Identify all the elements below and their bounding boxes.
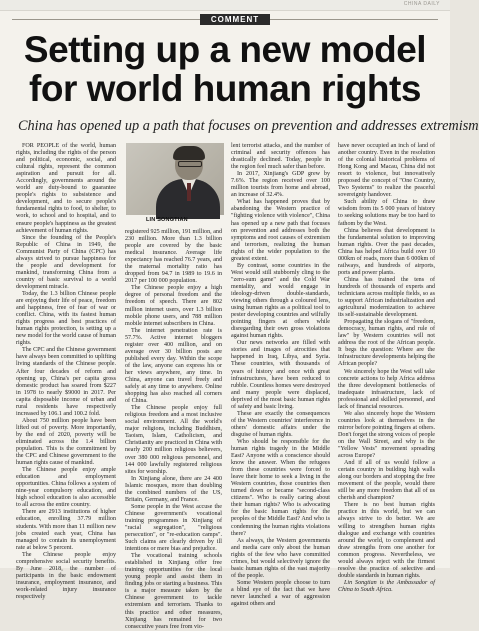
paragraph: The Chinese people enjoy ample education and employment opportunities. China follows a system of nine-year compulsory education, and high school education is also accessible to all across the entire country. — [16, 467, 116, 509]
article-column-1 — [16, 143, 117, 600]
paragraph: Our news networks are filled with stories and images of atrocities that happened in Iraq, Libya, and Syria. These countries, with thousands of years of history and once with great infrastructures, have been reduced to rubble. Countless homes were destroyed and many people were displaced, deprived of the most basic human rights of safety and basic living. — [231, 340, 330, 410]
paragraph: The Chinese people enjoy full religious freedom and a most inclusive social environment. All the world's major religions, including Buddhism, Taoism, Islam, Catholicism, and Christianity are practiced in China with nearly 200 million religious believers, over 380 000 religious personnel, and 144 000 lawfully registered religious sites for worship. — [125, 405, 222, 475]
paragraph: What has happened proves that by abandoning the Western practice of "fighting violence with violence", China has opened up a new path that focuses on prevention and addresses both the symptoms and root causes of extremism and terrorism, realizing the human rights of the wider population to the greatest extent. — [231, 199, 330, 262]
photo-caption: LIN SONGTIAN — [146, 217, 188, 223]
paragraph: As always, the Western governments and media care only about the human rights of the few who have committed crimes, but would selectively ignore the basic human rights of the vast majority of the people. — [231, 537, 330, 579]
paragraph: Since the founding of the People's Republic of China in 1949, the Communist Party of China (CPC) has always strived to pursue happiness for the people and development for mankind, transforming China from a country of basic survival to a world development miracle. — [16, 234, 116, 290]
paragraph: And if all of us would follow a certain country in building high walls along our borders and stopping the free movement of the people, would there still be any more freedom that all of us cherish and champion? — [338, 460, 435, 502]
deck-subheadline: China has opened up a path that focuses on prevention and addresses extremism — [18, 118, 479, 134]
article-column-3 — [231, 143, 330, 608]
article-column-2 — [125, 229, 222, 630]
paragraph: We sincerely hope the West will take concrete actions to help Africa address the three development bottlenecks of inadequate infrastructure, lack of professional and skilled personnel, and lack of financial resources. — [338, 368, 435, 410]
photo-tie — [187, 183, 191, 201]
paragraph: FOR PEOPLE of the world, human rights, including the rights of the person and political, economic, social, and cultural rights, represent the common aspiration and pursuit for all. Accordingly, governments around the world are duty-bound to guarantee people's rights to subsistence and development, and to secure people's fundamental rights to food, to shelter, to work, to school and to hospital, and to ensure people's happiness as the greatest achievement of human rights. — [16, 143, 116, 234]
paragraph: The CPC and the Chinese government have always been committed to uplifting living standards of the Chinese people. After four decades of reform and opening up, China's per capita gross domestic product has soared from $227 in 1978 to nearly $9000 in 2017. Per capita disposable income of urban and rural residents have respectively increased by 106.1 and 100.2 fold. — [16, 347, 116, 417]
paragraph: lent terrorist attacks, and the number of criminal and security offences has drastically declined. Today, people in the region feel much safer than before. — [231, 143, 330, 171]
paragraph: The internet penetration rate is 57.7%. Active internet bloggers register over 400 million, and on average over 30 billion posts are published every day. Within the scope of the law, anyone can express his or her views anywhere, any time. In China, anyone can travel freely and safely at any time to anywhere. Online shopping has also reached all corners of China. — [125, 327, 222, 405]
paragraph: Some Western people choose to turn a blind eye of the fact that we have never launched a war of aggression against others and — [231, 579, 330, 608]
paragraph: There is no best human rights practice in this world, but we can always strive to do better. We are willing to strengthen human rights dialogue and exchange with countries around the world, to complement and draw strengths from one another for common progress. Nevertheless, we would always reject with the firmest resolve the practice of selective and double standards in human rights. — [338, 502, 435, 579]
paragraph: We also sincerely hope the Western countries look at themselves in the mirror before pointing fingers at others. Don't forget the strong voices of people on the Wall Street, and why is the "Yellow Vests" movement spreading across Europe? — [338, 410, 435, 460]
top-strip — [0, 0, 450, 11]
paragraph: There are 2913 institutions of higher education, enrolling 37.79 million students. With more than 11 million new jobs created each year, China has managed to contain its unemployment rate at below 5 percent. — [16, 509, 116, 551]
paragraph: China believes that development is the fundamental solution to improving human rights. Over the past decades, China has helped Africa build over 10 000km of roads, more than 6 000km of railways, and hundreds of airports, ports and power plants. — [338, 227, 435, 276]
paragraph: About 750 million people have been lifted out of poverty. More importantly, by the end of 2020, poverty will be eliminated across the 1.4 billion population. This is the commitment by the CPC and Chinese government to the human rights cause of mankind. — [16, 417, 116, 467]
paragraph: By contrast, some countries in the West would still stubbornly cling to the "zero-sum game" and the Cold War mentality, and would engage in ideology-driven double-standards, viewing others through a coloured lens, using human rights as a political tool to pester developing countries and wilfully pointing fingers at others while disregarding their own gross violations against human rights. — [231, 262, 330, 340]
paragraph: Today, the 1.3 billion Chinese people are enjoying their life of peace, freedom and happiness, free of fear of war or conflict. China, with its fastest human rights progress and best practices of human rights protection, is setting up a new model for the world cause of human rights. — [16, 290, 117, 347]
paragraph: These are exactly the consequences of the Western countries' interference in others' domestic affairs under the disguise of human rights. — [231, 410, 330, 438]
headline-line-1: Setting up a new model — [23, 29, 427, 70]
photo-hair — [173, 146, 205, 160]
author-photo — [126, 143, 224, 215]
paragraph: have never occupied an inch of land of another country. Even in the resolution of the colonial historical problems of Hong Kong and Macau, China did not resort to violence, but innovatively proposed the concept of "One Country, Two Systems" to realize the peaceful sovereignty handover. — [338, 143, 435, 199]
article-column-4 — [338, 143, 435, 593]
paragraph: Who should be responsible for the human rights tragedy in the Middle East? Anyone with a conscience should know the answer. When the refugees from these countries were forced to leave their home to seek a living in the Western countries, those countries then turned down or became "second-class citizens". Who is really caring about their human rights? Who is advocating for the basic human rights for the peoples of the Middle East? And who is condemning the human rights violations there? — [231, 438, 330, 537]
paragraph: Propagating the slogans of "freedom, democracy, human rights, and rule of law" by Western countries will not address the root of the African people. It begs the question: Where are the infrastructure developments helping the African people? — [338, 319, 435, 368]
section-label: COMMENT — [200, 14, 270, 25]
headline-line-2: for world human rights — [29, 68, 421, 109]
paragraph: The Chinese people enjoy a high degree of personal freedom and the freedom of speech. There are 802 million internet users, over 1.3 billion mobile phone users, and 788 million mobile internet subscribers in China. — [125, 285, 222, 327]
paragraph: In Xinjiang alone, there are 24 400 Islamic mosques, more than doubling the combined numbers of the US, Britain, Germany, and France. — [125, 475, 222, 503]
masthead-logo: CHINA DAILY — [403, 1, 440, 7]
photo-glasses — [178, 161, 202, 167]
paragraph: The Chinese people enjoy comprehensive social security benefits. By June 2018, the number of participants in the basic endowment insurance, employment insurance, and work-related injury insurance respectively — [16, 551, 116, 600]
paragraph: In 2017, Xinjiang's GDP grew by 7.6%. The region received over 100 million tourists from home and abroad, an increase of 32.4%. — [231, 171, 330, 199]
paragraph: The vocational training schools established in Xinjiang offer free training opportunities for the local young people and assist them in finding jobs or starting a business. This is a major measure taken by the Chinese government to tackle extremism and terrorism. Thanks to this practice and other measures, Xinjiang has remained for two consecutive years free from vio- — [125, 553, 222, 630]
paragraph: registered 925 million, 191 million, and 230 million. More than 1.3 billion people are covered by the basic medical insurance. Average life expectancy has reached 76.7 years, and the maternal mortality ratio has dropped from 94.7 in 1989 to 19.6 in 2017 per 100 000 population. — [125, 229, 222, 285]
paragraph: Such ability of China to draw wisdom from its 5 000 years of history to seeking solutions may be too hard to fathom by the West. — [338, 199, 435, 227]
paragraph: China has trained the tens of hundreds of thousands of experts and technicians across multiple fields, so as to support African industrialization and agricultural modernization to achieve its self-sustainable development. — [338, 276, 435, 319]
author-bio: Lin Songtian is the Ambassador of China to South Africa. — [338, 579, 435, 593]
paragraph: Some people in the West accuse the Chinese government's vocational training programmes in Xinjiang of "racial segregation", "religious persecution", or "re-education camps". Such claims are clearly driven by ill intentions or mere bias and prejudice. — [125, 503, 222, 553]
